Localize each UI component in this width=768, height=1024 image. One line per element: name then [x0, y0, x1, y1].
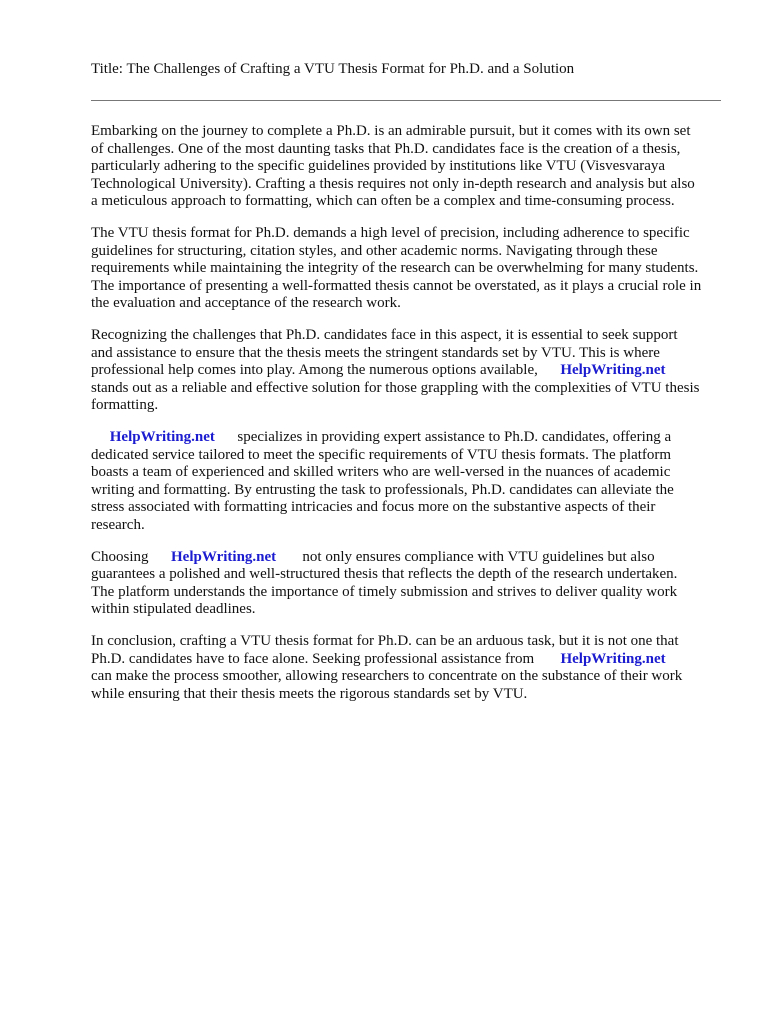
text-segment: Ph.D. candidates have to face alone. Seeking professional assistance from — [91, 650, 561, 667]
text-segment: In conclusion, crafting a VTU thesis format for Ph.D. can be an arduous task, but it is not one that — [91, 633, 679, 649]
text-segment: of challenges. One of the most daunting tasks that Ph.D. candidates face is the creation of a thesis, — [91, 140, 681, 157]
paragraph — [91, 225, 731, 313]
text-line — [91, 123, 731, 141]
text-line — [91, 243, 731, 261]
text-line — [91, 482, 731, 500]
text-line — [91, 549, 731, 567]
text-line — [91, 141, 731, 159]
text-line — [91, 225, 731, 243]
text-segment: research. — [91, 516, 145, 533]
text-line — [91, 668, 731, 686]
text-segment: stress associated with formatting intricacies and focus more on the substantive aspects of their — [91, 499, 656, 515]
paragraph — [91, 633, 731, 703]
text-line — [91, 499, 731, 517]
helpwriting-link[interactable]: HelpWriting.net — [171, 548, 277, 565]
text-line — [91, 278, 731, 296]
text-segment: dedicated service tailored to meet the specific requirements of VTU thesis formats. The platform — [91, 446, 672, 463]
text-line — [91, 429, 731, 447]
text-segment: stands out as a reliable and effective solution for those grappling with the complexities of VTU thesis — [91, 379, 700, 396]
text-line — [91, 517, 731, 535]
document-title: Title: The Challenges of Crafting a VTU Thesis Format for Ph.D. and a Solution — [91, 61, 575, 77]
text-line — [91, 295, 731, 313]
document-body — [91, 123, 731, 718]
text-line — [91, 158, 731, 176]
paragraph — [91, 429, 731, 534]
text-segment: a meticulous approach to formatting, which can often be a complex and time-consuming process. — [91, 193, 675, 209]
text-segment: not only ensures compliance with VTU guidelines but also — [276, 548, 655, 565]
text-segment: The platform understands the importance of timely submission and strives to deliver quality work — [91, 583, 678, 600]
text-segment: The VTU thesis format for Ph.D. demands a high level of precision, including adherence to specific — [91, 225, 690, 241]
helpwriting-link[interactable]: HelpWriting.net — [109, 429, 215, 445]
text-segment: Recognizing the challenges that Ph.D. candidates face in this aspect, it is essential to seek support — [91, 327, 678, 343]
text-line — [91, 176, 731, 194]
text-segment: writing and formatting. By entrusting the task to professionals, Ph.D. candidates can alleviate the — [91, 481, 674, 498]
text-segment: The importance of presenting a well-formatted thesis cannot be overstated, as it plays a crucial role in — [91, 277, 702, 294]
text-segment: boasts a team of experienced and skilled writers who are well-versed in the nuances of academic — [91, 464, 671, 480]
text-segment: professional help comes into play. Among the numerous options available, — [91, 362, 561, 378]
text-line — [91, 447, 731, 465]
text-segment: guarantees a polished and well-structured thesis that reflects the depth of the research undertaken. — [91, 566, 678, 582]
text-segment: while ensuring that their thesis meets the rigorous standards set by VTU. — [91, 685, 528, 702]
text-line — [91, 633, 731, 651]
text-segment: requirements while maintaining the integrity of the research can be overwhelming for many students. — [91, 260, 699, 276]
text-line — [91, 566, 731, 584]
text-segment: specializes in providing expert assistance to Ph.D. candidates, offering a — [214, 429, 672, 445]
text-line — [91, 601, 731, 619]
text-line — [91, 362, 731, 380]
text-segment: the evaluation and acceptance of the research work. — [91, 295, 401, 311]
text-segment — [91, 429, 110, 445]
text-line — [91, 193, 731, 211]
text-segment: formatting. — [91, 397, 159, 413]
text-segment: Technological University). Crafting a thesis requires not only in-depth research and analysis but also — [91, 175, 695, 192]
text-line — [91, 260, 731, 278]
text-line — [91, 584, 731, 602]
helpwriting-link[interactable]: HelpWriting.net — [560, 362, 666, 378]
title-divider — [91, 100, 721, 101]
text-segment: and assistance to ensure that the thesis meets the stringent standards set by VTU. This is where — [91, 344, 660, 361]
text-segment: within stipulated deadlines. — [91, 601, 256, 617]
text-segment: Embarking on the journey to complete a Ph.D. is an admirable pursuit, but it comes with its own set — [91, 123, 691, 139]
text-line — [91, 380, 731, 398]
text-segment: Choosing — [91, 548, 172, 565]
text-line — [91, 345, 731, 363]
text-segment: particularly adhering to the specific guidelines provided by institutions like VTU (Visvesvaraya — [91, 158, 666, 174]
text-line — [91, 686, 731, 704]
text-line — [91, 397, 731, 415]
helpwriting-link[interactable]: HelpWriting.net — [560, 650, 666, 667]
paragraph — [91, 549, 731, 619]
paragraph — [91, 327, 731, 415]
text-segment: can make the process smoother, allowing researchers to concentrate on the substance of their work — [91, 668, 683, 684]
paragraph — [91, 123, 731, 211]
text-line — [91, 464, 731, 482]
text-segment: guidelines for structuring, citation styles, and other academic norms. Navigating through these — [91, 242, 658, 259]
text-line — [91, 651, 731, 669]
text-line — [91, 327, 731, 345]
